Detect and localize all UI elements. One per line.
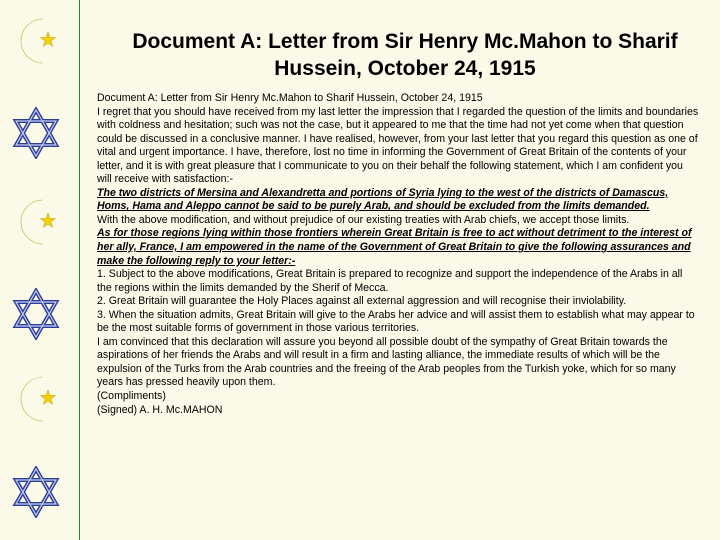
paragraph: 2. Great Britain will guarantee the Holy Places against all external aggression and will recognise their inviolability. [97,295,627,308]
document-heading: Document A: Letter from Sir Henry Mc.Mahon to Sharif Hussein, October 24, 1915 [97,92,483,104]
crescent-star-icon [10,15,62,67]
closing-compliments: (Compliments) [97,390,166,403]
paragraph: With the above modification, and without prejudice of our existing treaties with Arab chiefs, we accept those limits. [97,213,630,226]
crescent-star-icon [10,373,62,425]
star-of-david-icon [10,288,62,340]
sidebar-divider [79,0,80,540]
paragraph: I am convinced that this declaration will assure you beyond all possible doubt of the sympathy of Great Britain towards the aspirations of her friends the Arabs and will result in a firm and lasting alliance, the immediate results of which will be the expulsion of the Turks from the Arab countries and the freeing of the Arab peoples from the Turkish yoke, which for so many years has pressed heavily upon them. [97,335,676,389]
paragraph: I regret that you should have received from my last letter the impression that I regarded the question of the limits and boundaries with coldness and hesitation; such was not the case, but it appeared to me that the time had not yet come when that question could be discussed in a conclusive manner. I have realised, however, from your last letter that you regard this question as one of vital and urgent importance. I have, therefore, lost no time in informing the Government of Great Britain of the contents of your letter, and it is with great pleasure that I communicate to you on their behalf the following statement, which I am confident you will receive with satisfaction:- [97,105,699,186]
star-of-david-icon [10,466,62,518]
paragraph: 1. Subject to the above modifications, Great Britain is prepared to recognize and support the independence of the Arabs in all the regions within the limits demanded by the Sherif of Mecca. [97,268,683,294]
paragraph: 3. When the situation admits, Great Britain will give to the Arabs her advice and will assist them to establish what may appear to be the most suitable forms of government in those various territories. [97,308,695,335]
star-of-david-icon [10,107,62,159]
decorative-sidebar [0,0,80,540]
emphasized-paragraph: As for those regions lying within those frontiers wherein Great Britain is free to act without detriment to the interest of her ally, France, I am empowered in the name of the Government of Great Britain to give the following assurances and make the following reply to your letter:- [97,227,692,267]
signature-line: (Signed) A. H. Mc.MAHON [97,403,223,416]
emphasized-paragraph: The two districts of Mersina and Alexandretta and portions of Syria lying to the west of the districts of Damascus, Homs, Hama and Aleppo cannot be said to be purely Arab, and should be excluded from the limits demanded. [97,186,669,213]
slide-title: Document A: Letter from Sir Henry Mc.Mahon to Sharif Hussein, October 24, 1915 [132,30,678,80]
document-body [97,92,700,417]
crescent-star-icon [10,196,62,248]
